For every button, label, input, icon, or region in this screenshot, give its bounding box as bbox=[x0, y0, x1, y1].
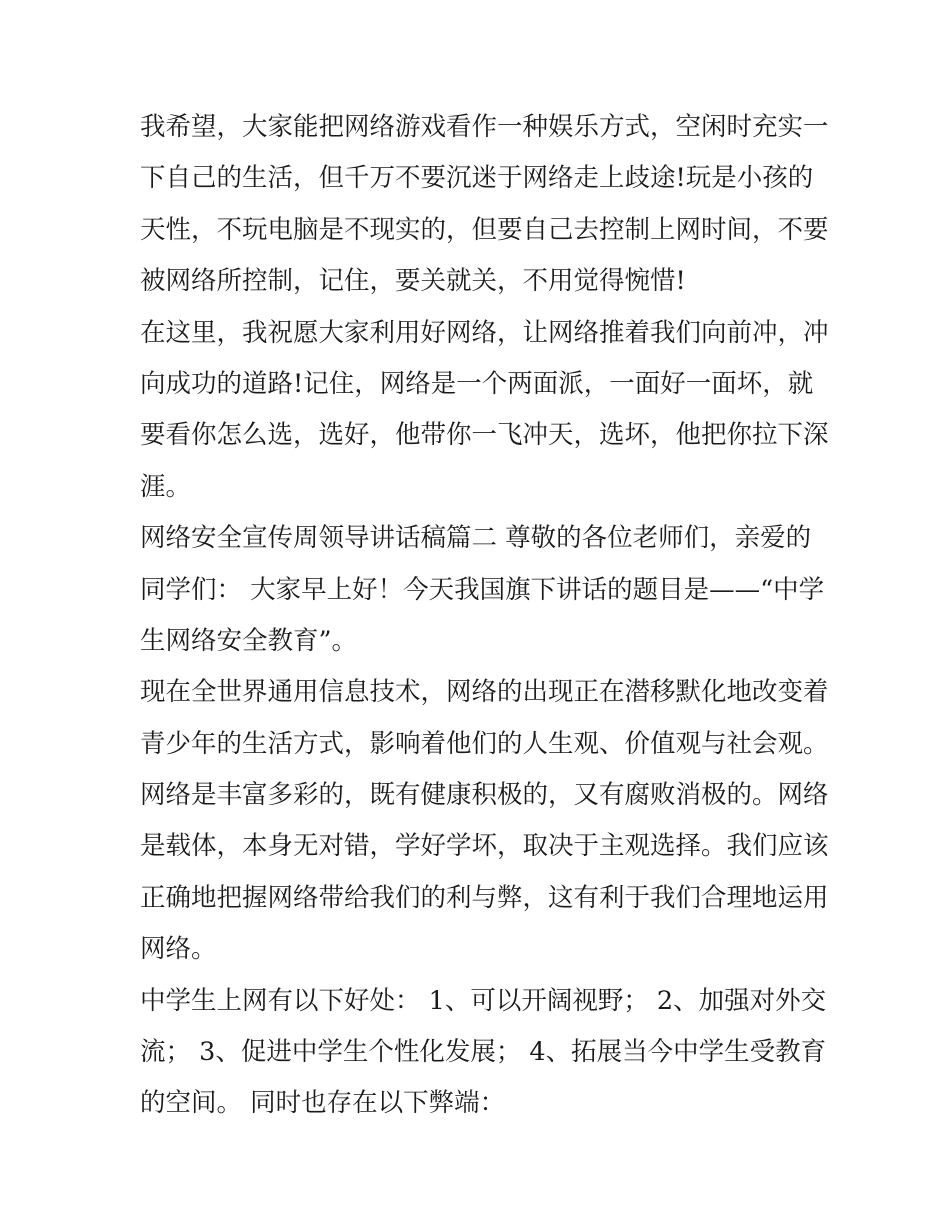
text-line: 是载体，本身无对错，学好学坏，取决于主观选择。我们应该 bbox=[140, 831, 829, 862]
text-line: 在这里，我祝愿大家利用好网络，让网络推着我们向前冲，冲 bbox=[140, 317, 829, 348]
text-line: 青少年的生活方式，影响着他们的人生观、价值观与社会观。 bbox=[140, 728, 829, 759]
text-line: 网络安全宣传周领导讲话稿篇二 尊敬的各位老师们，亲爱的 bbox=[140, 523, 812, 554]
text-line: 向成功的道路!记住，网络是一个两面派，一面好一面坏，就 bbox=[140, 368, 814, 399]
text-line: 下自己的生活，但千万不要沉迷于网络走上歧途!玩是小孩的 bbox=[140, 163, 814, 194]
text-line: 要看你怎么选，选好，他带你一飞冲天，选坏，他把你拉下深 bbox=[140, 420, 829, 451]
body-text bbox=[140, 102, 829, 1130]
text-line: 正确地把握网络带给我们的利与弊，这有利于我们合理地运用 bbox=[140, 882, 829, 913]
text-line: 流； 3、促进中学生个性化发展； 4、拓展当今中学生受教育 bbox=[140, 1037, 827, 1068]
text-line: 网络是丰富多彩的，既有健康积极的，又有腐败消极的。网络 bbox=[140, 780, 829, 811]
text-line: 天性，不玩电脑是不现实的，但要自己去控制上网时间，不要 bbox=[140, 214, 829, 245]
text-line: 的空间。 同时也存在以下弊端： bbox=[140, 1088, 506, 1119]
text-line: 我希望，大家能把网络游戏看作一种娱乐方式，空闲时充实一 bbox=[140, 112, 829, 142]
text-line: 同学们： 大家早上好！今天我国旗下讲话的题目是——“中学 bbox=[140, 574, 825, 605]
text-line: 涯。 bbox=[140, 471, 192, 502]
text-line: 现在全世界通用信息技术，网络的出现正在潜移默化地改变着 bbox=[140, 677, 829, 708]
text-line: 被网络所控制，记住，要关就关，不用觉得惋惜! bbox=[140, 266, 686, 297]
text-line: 网络。 bbox=[140, 934, 217, 965]
text-line: 中学生上网有以下好处： 1、可以开阔视野； 2、加强对外交 bbox=[140, 985, 827, 1016]
text-line: 生网络安全教育”。 bbox=[140, 625, 358, 656]
